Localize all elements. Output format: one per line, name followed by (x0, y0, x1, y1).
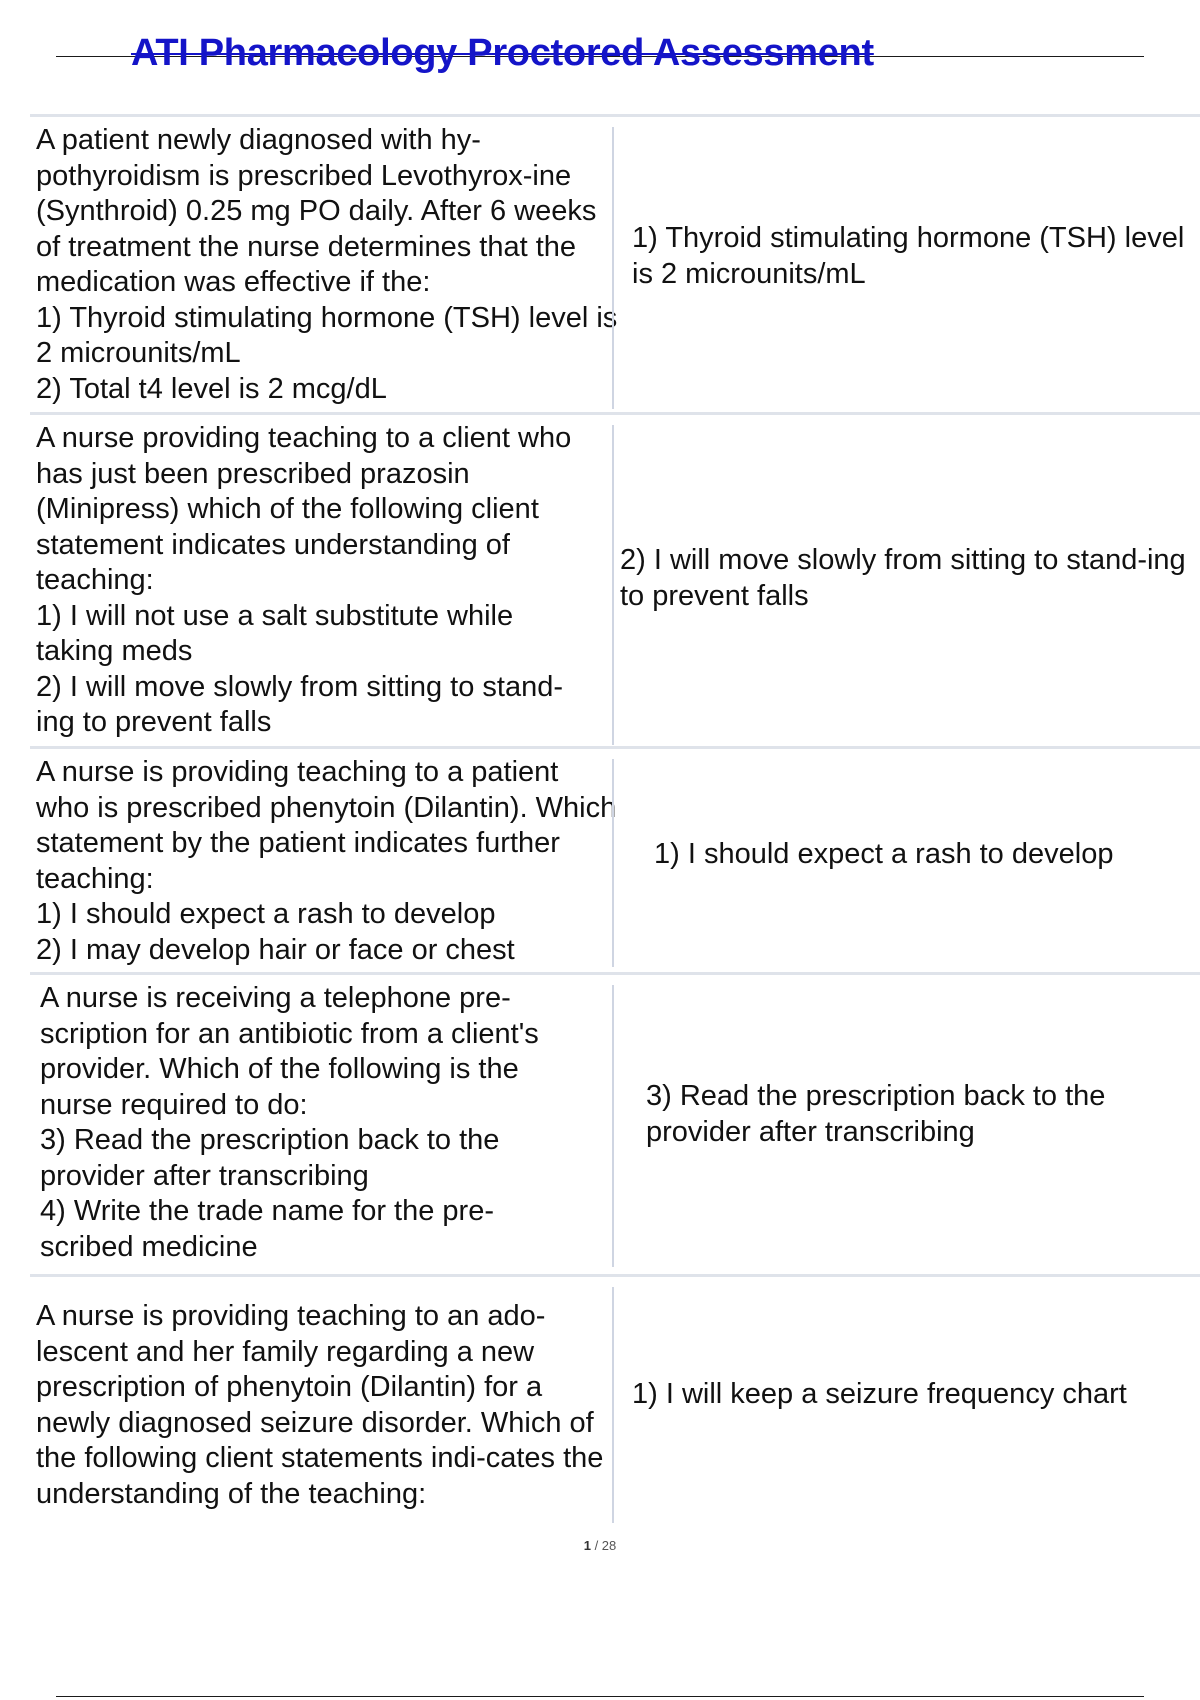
flashcard-question (36, 421, 581, 741)
option-text: 3) Read the prescription back to the provider after transcribing (40, 1124, 500, 1192)
answer-text: 1) Thyroid stimulating hormone (TSH) level is 2 microunits/mL (632, 222, 1185, 290)
page-total: 28 (601, 1538, 617, 1553)
bottom-rule (56, 1696, 1144, 1697)
option-text: 2) I may develop hair or face or chest (36, 933, 515, 966)
flashcard-answer (632, 221, 1200, 292)
option-text: 1) I should expect a rash to develop (36, 898, 496, 930)
flashcard-question (40, 981, 585, 1265)
flashcard-answer (620, 543, 1195, 614)
option-text: 2) I will move slowly from sitting to stand-ing to prevent falls (36, 670, 563, 738)
flashcard-row (30, 972, 1200, 1271)
flashcard-answer (646, 1079, 1186, 1150)
answer-text: 1) I should expect a rash to develop (654, 838, 1114, 870)
flashcard-question (36, 1299, 618, 1512)
flashcard-row (30, 1274, 1200, 1527)
question-text: A patient newly diagnosed with hy-pothyroidism is prescribed Levothyrox-ine (Synthroid) 0.25 mg PO daily. After 6 weeks of treatment the nurse determines that the medication was effective if the: (36, 124, 597, 298)
column-divider (612, 425, 614, 745)
option-text: 4) Write the trade name for the pre-scribed medicine (40, 1195, 495, 1263)
answer-text: 2) I will move slowly from sitting to stand-ing to prevent falls (620, 544, 1186, 612)
page-current: 1 (583, 1538, 591, 1553)
flashcard-question (36, 123, 618, 407)
column-divider (612, 759, 614, 967)
answer-text: 1) I will keep a seizure frequency chart (632, 1378, 1127, 1410)
page-title: ATI Pharmacology Proctored Assessment (131, 32, 874, 74)
question-text: A nurse is receiving a telephone pre-scription for an antibiotic from a client's provider. Which of the following is the nurse required to do: (40, 982, 539, 1121)
question-text: A nurse is providing teaching to an ado-lescent and her family regarding a new prescription of phenytoin (Dilantin) for a newly diagnosed seizure disorder. Which of the following client statements indi-cates the understanding of the teaching: (36, 1300, 604, 1510)
column-divider (612, 1287, 614, 1523)
option-text: 1) Thyroid stimulating hormone (TSH) level is 2 microunits/mL (36, 301, 618, 369)
flashcard-row (30, 746, 1200, 971)
answer-text: 3) Read the prescription back to the provider after transcribing (646, 1080, 1106, 1148)
flashcard-row (30, 412, 1200, 749)
option-text: 1) I will not use a salt substitute while taking meds (36, 599, 514, 667)
page-separator: / (590, 1538, 602, 1553)
flashcard-answer (632, 1377, 1200, 1413)
title-block (56, 30, 1144, 82)
flashcard-answer (654, 837, 1194, 873)
flashcard-row (30, 114, 1200, 413)
column-divider (612, 985, 614, 1267)
question-text: A nurse is providing teaching to a patient who is prescribed phenytoin (Dilantin). Which statement by the patient indicates further teaching: (36, 756, 617, 895)
page-indicator (0, 1538, 1200, 1553)
question-text: A nurse providing teaching to a client who has just been prescribed prazosin (Minipress) which of the following client statement indicates understanding of teaching: (36, 422, 572, 596)
flashcard-question (36, 755, 618, 968)
option-text: 2) Total t4 level is 2 mcg/dL (36, 372, 387, 405)
column-divider (612, 127, 614, 409)
